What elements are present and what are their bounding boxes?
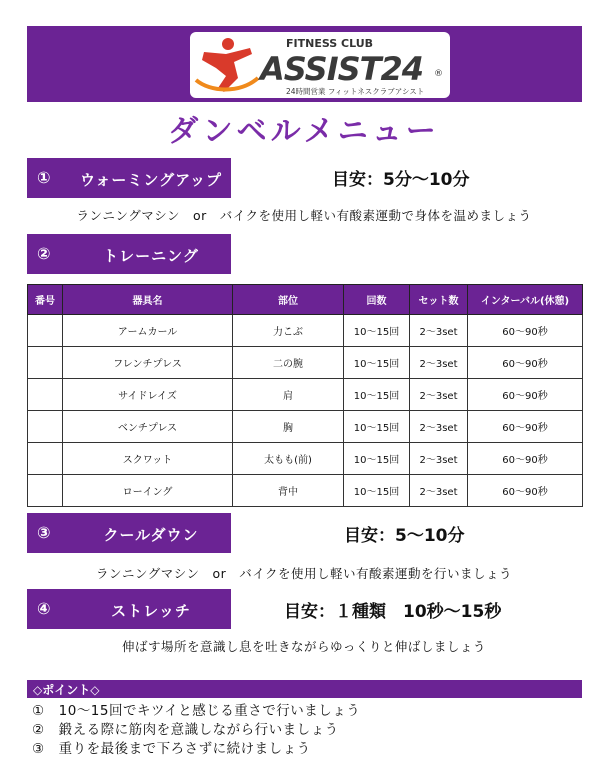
cell-reps: 10～15回 [344,475,410,507]
cell-sets: 2～3set [410,379,468,411]
cell-sets: 2～3set [410,443,468,475]
cell-body-part: 力こぶ [233,315,344,347]
points-heading-bar [27,680,582,698]
col-header-reps: 回数 [344,285,410,315]
logo-graphic [190,32,450,98]
stretch-guide: 目安：１種類 10秒～15秒 [284,602,502,622]
col-header-body-part: 部位 [233,285,344,315]
table-row [28,315,583,347]
assist24-logo [190,32,450,98]
cell-equipment: サイドレイズ [63,379,233,411]
table-row [28,475,583,507]
cell-reps: 10～15回 [344,347,410,379]
cell-number [28,411,63,443]
cell-sets: 2～3set [410,315,468,347]
cell-interval: 60～90秒 [468,315,583,347]
section-label: クールダウン [103,526,199,544]
section-label: ウォーミングアップ [79,171,223,189]
warmup-description: ランニングマシン or バイクを使用し軽い有酸素運動で身体を温めましょう [76,208,532,223]
cell-interval: 60～90秒 [468,475,583,507]
cell-equipment: フレンチプレス [63,347,233,379]
cell-sets: 2～3set [410,347,468,379]
section-stretch-header [27,589,231,629]
warmup-guide: 目安：5分～10分 [332,170,470,190]
section-label: ストレッチ [111,602,191,620]
cell-interval: 60～90秒 [468,411,583,443]
cell-number [28,347,63,379]
point-item: ③ 重りを最後まで下ろさずに続けましょう [32,741,311,757]
col-header-sets: セット数 [410,285,468,315]
cell-number [28,379,63,411]
cell-equipment: ベンチプレス [63,411,233,443]
cell-body-part: 太もも(前) [233,443,344,475]
cell-reps: 10～15回 [344,315,410,347]
stretch-description: 伸ばす場所を意識し息を吐きながらゆっくりと伸ばしましょう [122,639,486,654]
training-table [27,284,583,507]
cell-sets: 2～3set [410,411,468,443]
svg-text:ASSIST24: ASSIST24 [260,50,424,88]
table-row [28,443,583,475]
section-number: ④ [37,599,51,618]
section-label: トレーニング [103,247,199,265]
cell-reps: 10～15回 [344,411,410,443]
cell-body-part: 背中 [233,475,344,507]
col-header-number: 番号 [28,285,63,315]
cell-reps: 10～15回 [344,443,410,475]
cell-equipment: スクワット [63,443,233,475]
section-cooldown-header [27,513,231,553]
cooldown-guide: 目安：5～10分 [344,526,465,546]
section-training-header [27,234,231,274]
point-item: ① 10～15回でキツイと感じる重さで行いましょう [32,703,361,719]
cell-equipment: アームカール [63,315,233,347]
cell-body-part: 二の腕 [233,347,344,379]
svg-text:FITNESS CLUB: FITNESS CLUB [286,37,374,50]
points-heading: ◇ポイント◇ [33,683,100,697]
table-row [28,411,583,443]
section-number: ② [37,244,51,263]
cell-body-part: 肩 [233,379,344,411]
table-row [28,379,583,411]
col-header-equipment: 器具名 [63,285,233,315]
svg-text:24時間営業 フィットネスクラブアシスト: 24時間営業 フィットネスクラブアシスト [286,87,425,96]
cell-body-part: 胸 [233,411,344,443]
cell-interval: 60～90秒 [468,443,583,475]
header-banner [27,26,582,102]
table-row [28,347,583,379]
point-item: ② 鍛える際に筋肉を意識しながら行いましょう [32,722,339,738]
cell-number [28,315,63,347]
cell-number [28,475,63,507]
cell-number [28,443,63,475]
cell-equipment: ローイング [63,475,233,507]
page-title: ダンベルメニュー [168,114,440,149]
svg-text:®: ® [434,69,443,79]
col-header-interval: インターバル(休憩) [468,285,583,315]
cell-sets: 2～3set [410,475,468,507]
cell-interval: 60～90秒 [468,379,583,411]
cell-interval: 60～90秒 [468,347,583,379]
section-number: ③ [37,523,51,542]
section-number: ① [37,168,51,187]
cooldown-description: ランニングマシン or バイクを使用し軽い有酸素運動を行いましょう [96,566,512,581]
section-warmup-header [27,158,231,198]
table-header-row [28,285,583,315]
cell-reps: 10～15回 [344,379,410,411]
